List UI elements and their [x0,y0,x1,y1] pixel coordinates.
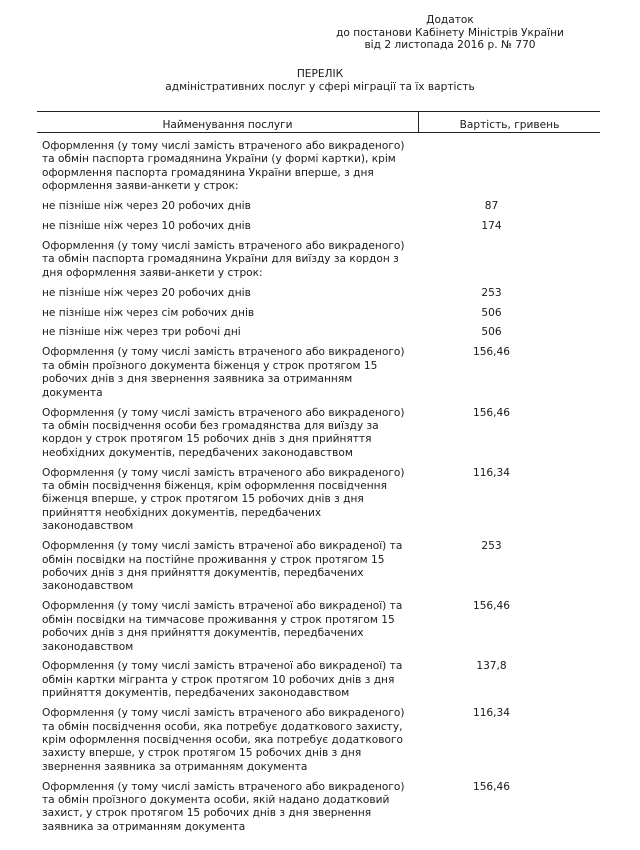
cost-cell: 506 [481,326,502,339]
service-name-line: Оформлення (у тому числі замість втраченого або викраденого) [42,239,405,252]
service-name-line: документа [42,386,103,399]
service-name-line: звернення заявника за отриманням документа [42,760,308,773]
table-row [37,287,600,300]
service-name-line: Оформлення (у тому числі замість втраченого або викраденого) [42,466,405,479]
service-name-line: та обмін посвідчення біженця, крім оформлення посвідчення [42,480,387,493]
service-name-line: обмін посвідки на тимчасове проживання у строк протягом 15 [42,613,395,626]
annex-resolution: до постанови Кабінету Міністрів України [336,26,564,39]
service-name-cell [37,326,419,339]
service-name-cell [37,660,419,700]
table-row [37,326,600,339]
annex-label: Додаток [426,14,474,26]
cost-cell: 253 [481,540,502,553]
cost-cell: 116,34 [472,466,511,479]
cost-cell: 137,8 [476,660,507,673]
annex-date-number: від 2 листопада 2016 р. № 770 [364,39,536,51]
service-name-line: та обмін проїзного документа особи, якій надано додатковий [42,794,390,807]
service-name-line: робочих днів з дня прийняття документів, передбачених [42,566,364,579]
service-name-line: робочих днів з дня прийняття документів, передбачених [42,627,364,640]
service-name-line: Оформлення (у тому числі замість втраченого або викраденого) [42,406,405,419]
service-name-line: та обмін паспорта громадянина України (у формі картки), крім [42,153,396,166]
service-name-line: обмін посвідки на постійне проживання у строк протягом 15 [42,553,385,566]
service-name-line: прийняття необхідних документів, передбачених [42,506,322,519]
service-name-line: та обмін посвідчення особи, яка потребує додаткового захисту, [42,720,403,733]
service-name-line: прийняття документів, передбачених законодавством [42,687,350,700]
service-name-line: та обмін паспорта громадянина України для виїзду за кордон з [42,253,399,266]
table-row [37,707,600,774]
cost-cell: 87 [484,200,499,213]
service-name-line: дня оформлення заяви-анкети у строк: [42,266,263,279]
service-name-cell [37,240,419,280]
table-row [37,307,600,320]
table-row [37,346,600,400]
service-name-line: Оформлення (у тому числі замість втраченого або викраденого) [42,140,405,152]
service-name-line: не пізніше ніж через три робочі дні [42,326,241,339]
cost-cell: 156,46 [472,780,511,793]
service-name-line: не пізніше ніж через 20 робочих днів [42,286,251,299]
service-name-line: Оформлення (у тому числі замість втраченої або викраденої) та [42,600,403,613]
service-name-line: законодавством [42,640,134,653]
table-row [37,600,600,654]
column-header-service-name: Найменування послуги [37,112,419,132]
service-name-line: оформлення заяви-анкети у строк: [42,180,239,193]
service-name-cell [37,467,419,534]
service-name-cell [37,407,419,461]
document-title [120,68,520,94]
service-name-cell [37,307,419,320]
table-row [37,220,600,233]
table-row [37,540,600,594]
service-name-line: не пізніше ніж через 10 робочих днів [42,220,251,233]
cost-cell: 174 [481,220,502,233]
table-row [37,781,600,835]
cost-cell: 156,46 [472,600,511,613]
service-name-cell [37,707,419,774]
column-header-cost: Вартість, гривень [459,119,560,131]
service-name-line: не пізніше ніж через сім робочих днів [42,306,255,319]
services-table [37,111,600,841]
service-name-line: Оформлення (у тому числі замість втраченого або викраденого) [42,346,405,359]
service-name-line: не пізніше ніж через 20 робочих днів [42,200,251,213]
service-name-line: оформлення паспорта громадянина України вперше, з дня [42,166,374,179]
service-name-cell [37,346,419,400]
service-name-line: Оформлення (у тому числі замість втраченої або викраденої) та [42,540,403,553]
service-name-cell [37,540,419,594]
service-name-cell [37,600,419,654]
service-name-line: та обмін проїзного документа біженця у строк протягом 15 [42,359,378,372]
service-name-line: захист, у строк протягом 15 робочих днів з дня звернення [42,807,372,820]
table-header [37,111,600,133]
title-heading: ПЕРЕЛІК [296,68,344,80]
service-name-line: кордон у строк протягом 15 робочих днів з дня прийняття [42,433,372,446]
cost-cell: 156,46 [472,346,511,359]
table-row [37,467,600,534]
service-name-line: заявника за отриманням документа [42,820,246,833]
title-subheading: адміністративних послуг у сфері міграції та їх вартість [165,81,475,93]
service-name-line: законодавством [42,580,134,593]
table-body [37,133,600,834]
service-name-line: біженця вперше, у строк протягом 15 робочих днів з дня [42,493,364,506]
cost-cell: 116,34 [472,707,511,720]
cost-cell [419,140,600,194]
service-name-line: Оформлення (у тому числі замість втраченої або викраденої) та [42,660,403,673]
service-name-line: та обмін посвідчення особи без громадянства для виїзду за [42,419,379,432]
service-name-line: Оформлення (у тому числі замість втраченого або викраденого) [42,707,405,720]
table-row [37,660,600,700]
service-name-cell [37,781,419,835]
service-name-cell [37,287,419,300]
cost-cell [419,240,600,280]
table-row [37,240,600,280]
annex-header [300,14,600,52]
cost-cell: 253 [481,286,502,299]
service-name-line: Оформлення (у тому числі замість втраченого або викраденого) [42,780,405,793]
cost-cell: 506 [481,306,502,319]
service-name-line: робочих днів з дня звернення заявника за отриманням [42,373,353,386]
service-name-cell [37,220,419,233]
service-name-line: обмін картки мігранта у строк протягом 10 робочих днів з дня [42,673,395,686]
service-name-line: крім оформлення посвідчення особи, яка потребує додаткового [42,733,403,746]
service-name-line: законодавством [42,520,134,533]
table-row [37,200,600,213]
table-row [37,140,600,194]
service-name-cell [37,140,419,194]
service-name-line: захисту вперше, у строк протягом 15 робочих днів з дня [42,747,362,760]
table-row [37,407,600,461]
service-name-line: необхідних документів, передбачених законодавством [42,446,353,459]
cost-cell: 156,46 [472,406,511,419]
service-name-cell [37,200,419,213]
